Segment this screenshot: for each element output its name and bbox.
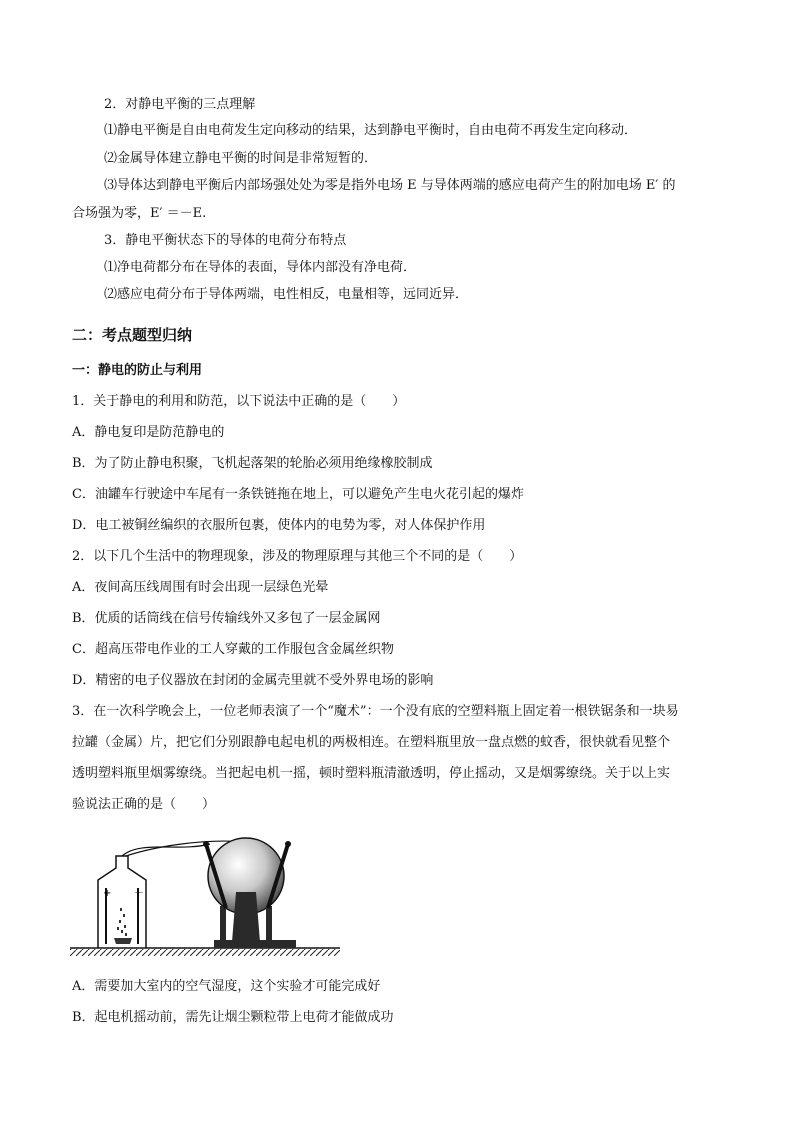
- q2-option-b: B．优质的话筒线在信号传输线外又多包了一层金属网: [72, 611, 381, 626]
- mosquito-coil: [114, 938, 132, 944]
- point-2-title: 2．对静电平衡的三点理解: [104, 97, 256, 112]
- smoke-particles: [117, 908, 127, 936]
- sub-heading: 一：静电的防止与利用: [72, 363, 203, 378]
- q3-option-a: A．需要加大室内的空气湿度，这个实验才可能完成好: [72, 979, 381, 994]
- q1-option-d: D．电工被铜丝编织的衣服所包裹，使体内的电势为零，对人体保护作用: [72, 518, 486, 533]
- q3-stem-line4: 验说法正确的是（ ）: [72, 797, 216, 812]
- point-3-title: 3．静电平衡状态下的导体的电荷分布特点: [104, 233, 347, 248]
- q2-stem: 2．以下几个生活中的物理现象，涉及的物理原理与其他三个不同的是（ ）: [72, 549, 523, 564]
- q3-option-b: B．起电机摇动前，需先让烟尘颗粒带上电荷才能做成功: [72, 1010, 394, 1025]
- q2-option-c: C．超高压带电作业的工人穿戴的工作服包含金属丝织物: [72, 642, 394, 657]
- q3-stem-line1: 3．在一次科学晚会上，一位老师表演了一个“魔术”：一个没有底的空塑料瓶上固定着一根铁锯条和一块易: [72, 704, 679, 719]
- electrostatic-generator: [203, 838, 296, 948]
- q1-option-b: B．为了防止静电积聚，飞机起落架的轮胎必须用绝缘橡胶制成: [72, 456, 433, 471]
- generator-stand: [232, 892, 260, 942]
- point-2-item-2: ⑵金属导体建立静电平衡的时间是非常短暂的．: [104, 151, 378, 166]
- point-3-item-1: ⑴净电荷都分布在导体的表面，导体内部没有净电荷．: [104, 260, 417, 275]
- point-2-item-3-line1: ⑶导体达到静电平衡后内部场强处处为零是指外电场 E 与导体两端的感应电荷产生的附加电场 E′ 的: [104, 178, 676, 193]
- point-3-item-2: ⑵感应电荷分布于导体两端，电性相反，电量相等，远同近异．: [104, 287, 469, 302]
- electrostatic-experiment-figure: [70, 830, 340, 960]
- minus-sign: －: [134, 888, 144, 899]
- q3-stem-line3: 透明塑料瓶里烟雾缭绕。当把起电机一摇，顿时塑料瓶清澈透明，停止摇动，又是烟雾缭绕。关于以上实: [72, 766, 671, 781]
- q3-stem-line2: 拉罐（金属）片，把它们分别跟静电起电机的两极相连。在塑料瓶里放一盘点燃的蚊香，很快就看见整个: [72, 735, 671, 750]
- plastic-bottle: [98, 856, 146, 948]
- q1-stem: 1．关于静电的利用和防范，以下说法中正确的是（ ）: [72, 394, 406, 409]
- q2-option-a: A．夜间高压线周围有时会出现一层绿色光晕: [72, 580, 329, 595]
- ground-hatch: [70, 949, 340, 956]
- point-2-item-1: ⑴静电平衡是自由电荷发生定向移动的结果，达到静电平衡时，自由电荷不再发生定向移动．: [104, 123, 638, 138]
- q1-option-a: A．静电复印是防范静电的: [72, 425, 225, 440]
- q2-option-d: D．精密的电子仪器放在封闭的金属壳里就不受外界电场的影响: [72, 673, 434, 688]
- q1-option-c: C．油罐车行驶途中车尾有一条铁链拖在地上，可以避免产生电火花引起的爆炸: [72, 487, 524, 502]
- section-heading: 二：考点题型归纳: [72, 326, 193, 344]
- point-2-item-3-line2: 合场强为零，E′ ＝－E.: [72, 206, 207, 221]
- plus-sign: +: [103, 888, 112, 899]
